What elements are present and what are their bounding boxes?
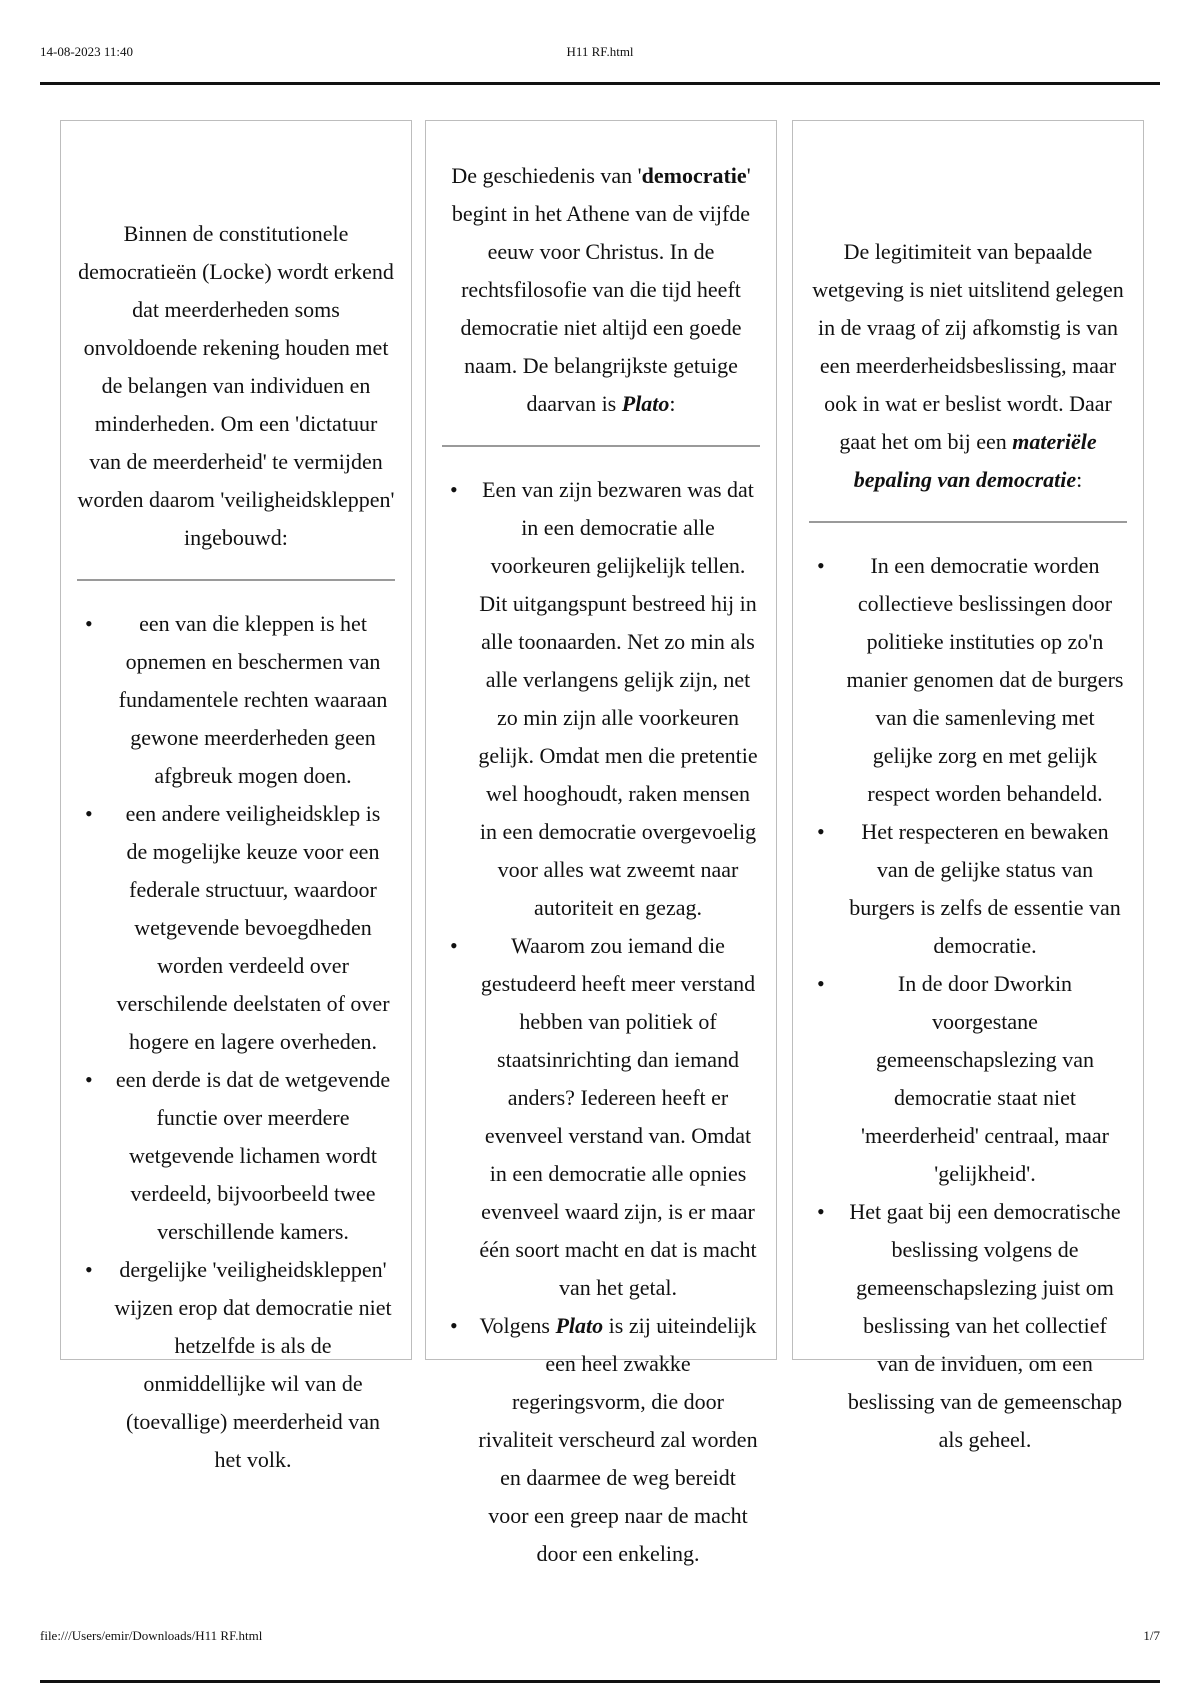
bullet-icon: • <box>85 1257 93 1282</box>
list-item: • Het respecteren en bewaken van de gelijke status van burgers is zelfs de essentie van democratie. <box>811 813 1125 965</box>
list-item: • een derde is dat de wetgevende functie over meerdere wetgevende lichamen wordt verdeeld, bijvoorbeeld twee verschillende kamers. <box>79 1061 393 1251</box>
bullet-icon: • <box>817 1199 825 1224</box>
list-item: • Volgens Plato is zij uiteindelijk een heel zwakke regeringsvorm, die door rivaliteit verscheurd zal worden en daarmee de weg bereidt voor een greep naar de macht door een enkeling. <box>444 1307 758 1573</box>
page-footer <box>40 1628 1160 1688</box>
footer-rule <box>40 1680 1160 1683</box>
bullet-list <box>426 471 776 1573</box>
bullet-icon: • <box>817 819 825 844</box>
bold-italic-term: Plato <box>621 391 670 416</box>
page-number: 1/7 <box>1143 1628 1160 1643</box>
document-title: H11 RF.html <box>566 44 634 59</box>
bullet-icon: • <box>85 611 93 636</box>
column-intro: De legitimiteit van bepaalde wetgeving is niet uitslitend gelegen in de vraag of zij afkomstig is van een meerderheidsbeslissing, maar ook in wat er beslist wordt. Daar gaat het om bij een materiële bepaling van democratie: <box>812 239 1124 492</box>
bold-italic-term: Plato <box>555 1313 604 1338</box>
divider <box>809 521 1127 523</box>
column-intro: Binnen de constitutionele democratieën (Locke) wordt erkend dat meerderheden soms onvoldoende rekening houden met de belangen van individuen en minderheden. Om een 'dictatuur van de meerderheid' te vermijden worden daarom 'veiligheidskleppen' ingebouwd: <box>77 221 395 550</box>
column-constitutional-democracy <box>60 120 412 1472</box>
bullet-icon: • <box>450 1313 458 1338</box>
list-item: • Het gaat bij een democratische beslissing volgens de gemeenschapslezing juist om beslissing van het collectief van de inviduen, om een beslissing van de gemeenschap als geheel. <box>811 1193 1125 1459</box>
columns-container <box>60 120 1145 1566</box>
list-item: • Een van zijn bezwaren was dat in een democratie alle voorkeuren gelijkelijk tellen. Dit uitgangspunt bestreed hij in alle toonaarden. Net zo min als alle verlangens gelijk zijn, net zo min zijn alle voorkeuren gelijk. Omdat men die pretentie wel hooghoudt, raken mensen in een democratie overgevoelig voor alles wat zweemt naar autoriteit en gezag. <box>444 471 758 927</box>
column-intro: De geschiedenis van 'democratie' begint in het Athene van de vijfde eeuw voor Christus. In de rechtsfilosofie van die tijd heeft democratie niet altijd een goede naam. De belangrijkste getuige daarvan is Plato: <box>451 163 751 416</box>
bullet-icon: • <box>817 553 825 578</box>
bold-term: democratie <box>641 163 747 188</box>
list-item: • In de door Dworkin voorgestane gemeenschapslezing van democratie staat niet 'meerderheid' centraal, maar 'gelijkheid'. <box>811 965 1125 1193</box>
bullet-icon: • <box>817 971 825 996</box>
print-datetime: 14-08-2023 11:40 <box>40 44 134 59</box>
bullet-icon: • <box>85 801 93 826</box>
bullet-icon: • <box>85 1067 93 1092</box>
list-item: • een andere veiligheidsklep is de mogelijke keuze voor een federale structuur, waardoor wetgevende bevoegdheden worden verdeeld over verschilende deelstaten of over hogere en lagere overheden. <box>79 795 393 1061</box>
bullet-list <box>793 547 1143 1459</box>
bold-italic-term: materiële bepaling van democratie <box>853 429 1097 492</box>
bullet-list <box>61 605 411 1479</box>
divider <box>77 579 395 581</box>
list-item: • In een democratie worden collectieve beslissingen door politieke instituties op zo'n manier genomen dat de burgers van die samenleving met gelijke zorg en met gelijk respect worden behandeld. <box>811 547 1125 813</box>
list-item: • Waarom zou iemand die gestudeerd heeft meer verstand hebben van politiek of staatsinrichting dan iemand anders? Iedereen heeft er evenveel verstand van. Omdat in een democratie alle opnies evenveel waard zijn, is er maar één soort macht en dat is macht van het getal. <box>444 927 758 1307</box>
file-path[interactable]: file:///Users/emir/Downloads/H11 RF.html <box>40 1628 263 1643</box>
list-item: • dergelijke 'veiligheidskleppen' wijzen erop dat democratie niet hetzelfde is als de onmiddellijke wil van de (toevallige) meerderheid van het volk. <box>79 1251 393 1479</box>
page-header <box>40 38 1160 85</box>
column-material-democracy <box>792 120 1144 1452</box>
bullet-icon: • <box>450 933 458 958</box>
list-item: • een van die kleppen is het opnemen en beschermen van fundamentele rechten waaraan gewone meerderheden geen afgbreuk mogen doen. <box>79 605 393 795</box>
bullet-icon: • <box>450 477 458 502</box>
divider <box>442 445 760 447</box>
column-history-plato <box>425 120 777 1566</box>
